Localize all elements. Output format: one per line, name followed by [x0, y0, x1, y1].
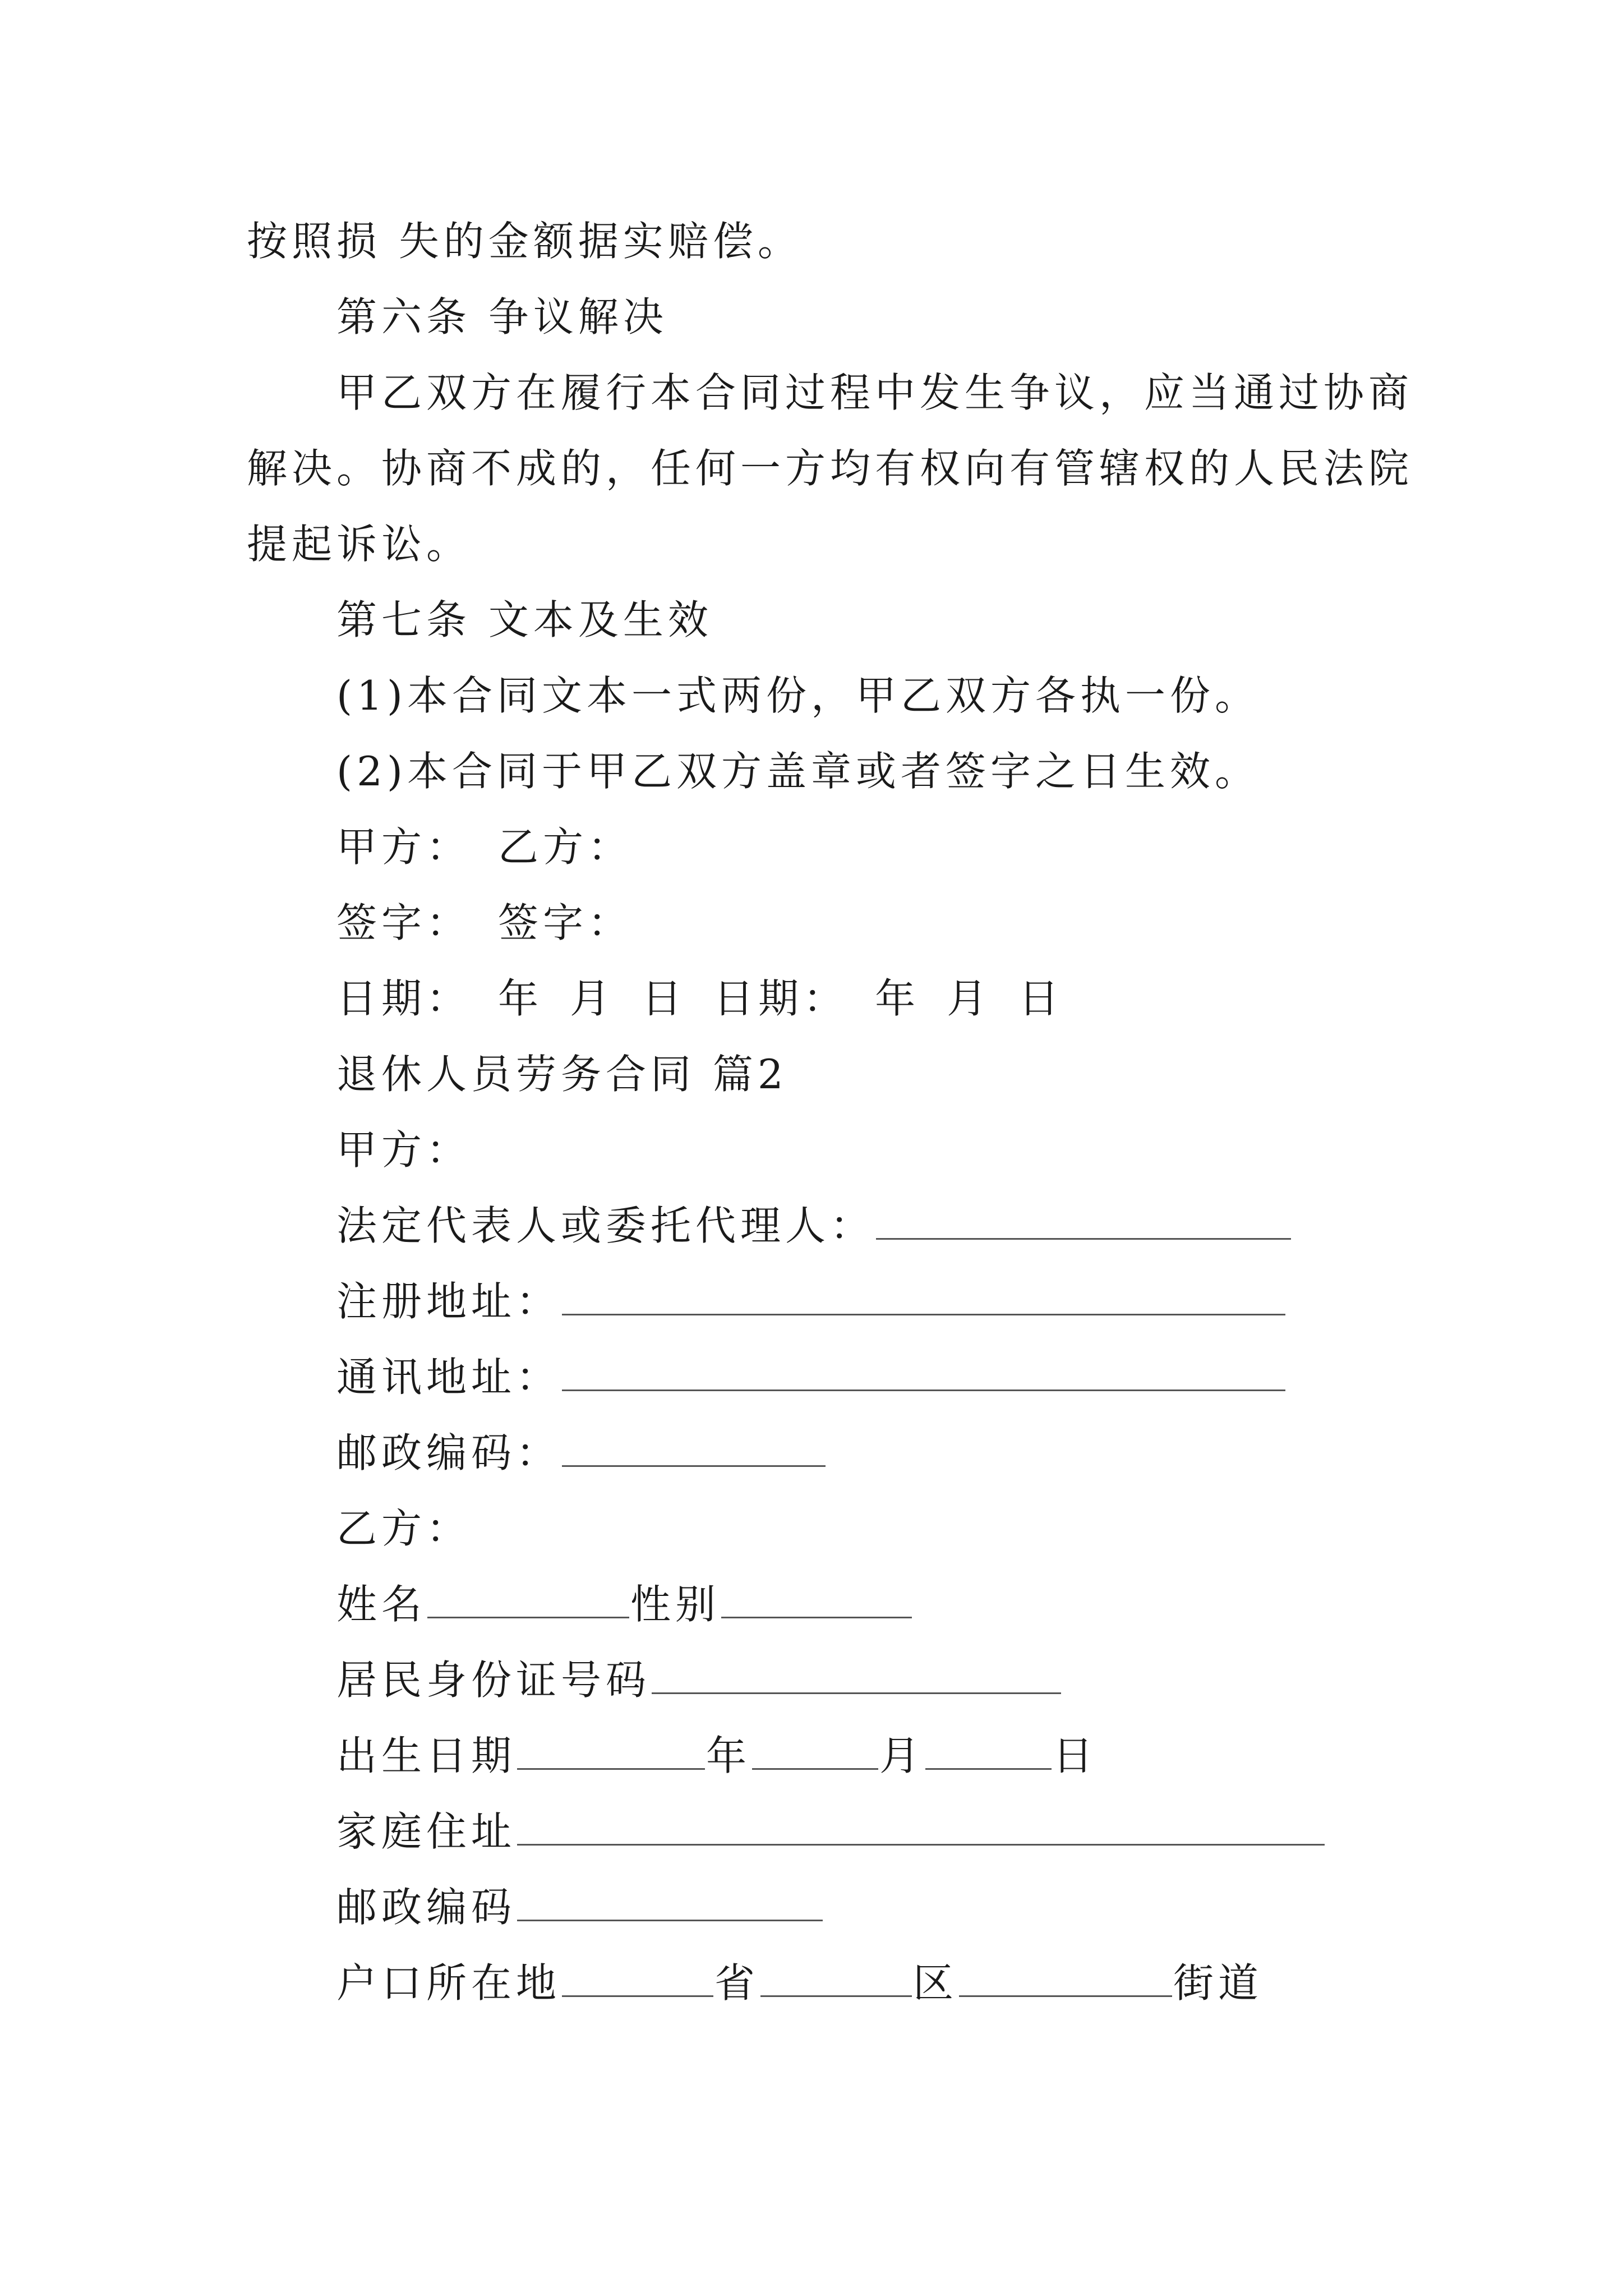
name-label: 姓名	[336, 1581, 427, 1628]
section-title: 退休人员劳务合同 篇2	[336, 1051, 788, 1098]
postal-code-label: 邮政编码：	[336, 1429, 561, 1476]
month-label: 月	[879, 1732, 925, 1779]
birth-date-label: 出生日期	[336, 1732, 517, 1779]
date-b-label: 日期：	[713, 975, 849, 1022]
year-label: 年	[875, 975, 920, 1022]
mailing-address-label: 通讯地址：	[336, 1354, 561, 1401]
paragraph-line: 提起诉讼。	[247, 521, 472, 568]
party-a-heading: 甲方：	[336, 1126, 472, 1174]
month-label: 月	[570, 975, 615, 1022]
form-row	[336, 1731, 1098, 1781]
signature-a-label: 签字：	[336, 899, 472, 946]
street-blank[interactable]	[959, 1961, 1172, 1997]
birth-day-blank[interactable]	[925, 1733, 1052, 1770]
clause-line: (1)本合同文本一式两份，甲乙双方各执一份。	[336, 672, 1260, 719]
mailing-address-blank[interactable]	[562, 1355, 1285, 1391]
postal-code-blank[interactable]	[517, 1885, 823, 1921]
date-a-label: 日期：	[336, 975, 472, 1022]
district-label: 区	[913, 1959, 958, 2007]
party-b-heading: 乙方：	[336, 1505, 472, 1552]
signature-line	[336, 898, 633, 948]
birth-month-blank[interactable]	[752, 1733, 878, 1770]
gender-blank[interactable]	[721, 1582, 912, 1618]
form-row	[336, 1882, 824, 1932]
article-heading: 第七条 文本及生效	[336, 596, 713, 643]
form-row	[336, 1428, 827, 1478]
registered-address-label: 注册地址：	[336, 1278, 561, 1325]
province-label: 省	[714, 1959, 760, 2007]
hukou-label: 户口所在地	[336, 1959, 561, 2007]
representative-label: 法定代表人或委托代理人：	[336, 1202, 875, 1249]
street-label: 街道	[1173, 1959, 1264, 2007]
party-a-label: 甲方：	[336, 823, 472, 871]
registered-address-blank[interactable]	[562, 1279, 1285, 1315]
form-row	[336, 1655, 1062, 1705]
postal-code-blank[interactable]	[562, 1430, 826, 1467]
district-blank[interactable]	[760, 1961, 912, 1997]
paragraph-line: 甲乙双方在履行本合同过程中发生争议，应当通过协商	[336, 369, 1414, 416]
name-blank[interactable]	[427, 1582, 629, 1618]
date-line	[336, 973, 1063, 1024]
home-address-label: 家庭住址	[336, 1808, 517, 1855]
form-row	[336, 1579, 913, 1630]
party-b-label: 乙方：	[498, 823, 633, 871]
gender-label: 性别	[630, 1581, 721, 1628]
day-label: 日	[1018, 975, 1064, 1022]
id-number-label: 居民身份证号码	[336, 1657, 651, 1704]
paragraph-line: 解决。协商不成的，任何一方均有权向有管辖权的人民法院	[247, 445, 1414, 492]
home-address-blank[interactable]	[517, 1809, 1325, 1846]
year-label: 年	[498, 975, 543, 1022]
form-row	[336, 1200, 1292, 1251]
id-number-blank[interactable]	[652, 1658, 1061, 1694]
postal-code-label: 邮政编码	[336, 1884, 517, 1931]
clause-line: (2)本合同于甲乙双方盖章或者签字之日生效。	[336, 748, 1260, 795]
form-row	[336, 1276, 1287, 1327]
day-label: 日	[1053, 1732, 1098, 1779]
month-label: 月	[947, 975, 992, 1022]
year-label: 年	[706, 1732, 751, 1779]
paragraph-line: 按照损 失的金额据实赔偿。	[247, 218, 803, 265]
form-row	[336, 1352, 1287, 1402]
day-label: 日	[642, 975, 687, 1022]
form-row	[336, 1958, 1263, 2008]
party-line	[336, 822, 633, 872]
province-blank[interactable]	[562, 1961, 713, 1997]
form-row	[336, 1806, 1326, 1857]
birth-year-blank[interactable]	[517, 1733, 705, 1770]
signature-b-label: 签字：	[498, 899, 633, 946]
representative-blank[interactable]	[876, 1203, 1291, 1240]
article-heading: 第六条 争议解决	[336, 293, 668, 341]
